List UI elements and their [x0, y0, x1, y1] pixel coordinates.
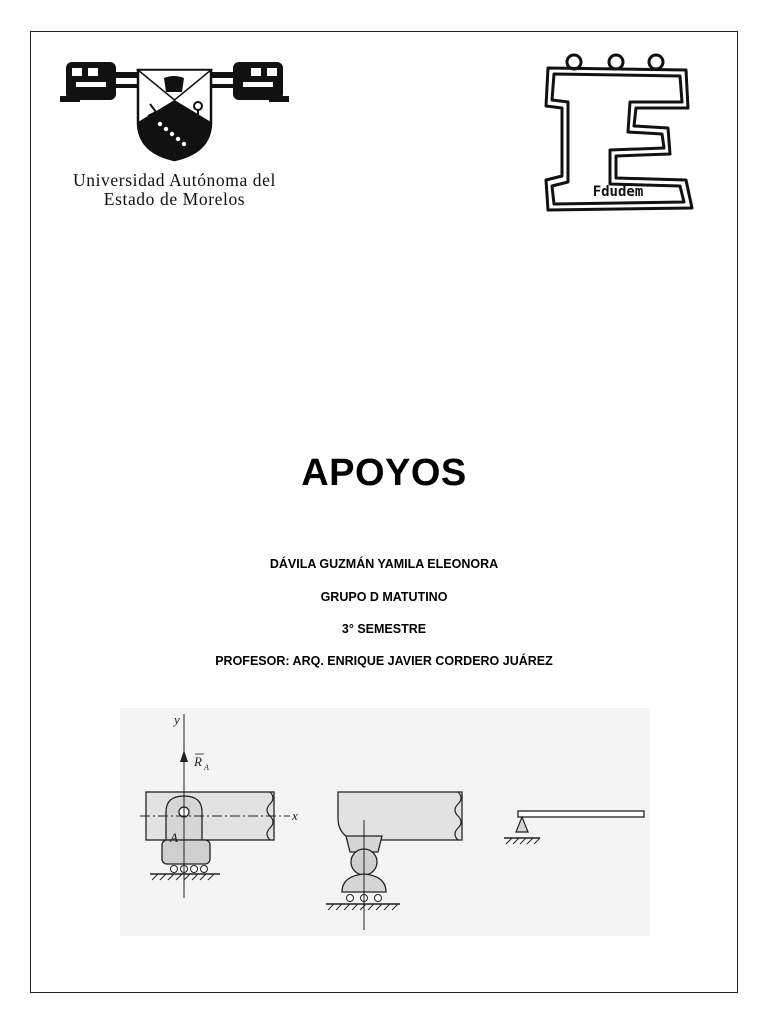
point-a-label: A — [170, 830, 178, 845]
document-title: APOYOS — [301, 452, 467, 494]
group-line: GRUPO D MATUTINO — [320, 590, 448, 604]
right-ornament-icon — [209, 62, 289, 102]
fdudem-text: Fdudem — [592, 184, 644, 200]
university-name-line2: Estado de Morelos — [103, 189, 246, 209]
semester-line: 3° SEMESTRE — [341, 622, 427, 636]
uaem-logo — [52, 52, 297, 212]
axis-y-label: y — [174, 712, 180, 727]
reaction-subscript: A — [204, 763, 209, 772]
beam-supports-diagram — [120, 708, 650, 936]
shield-icon — [138, 70, 211, 160]
university-name-line1: Universidad Autónoma del — [73, 170, 276, 190]
student-name: DÁVILA GUZMÁN YAMILA ELEONORA — [269, 557, 499, 571]
reaction-label: R — [194, 754, 202, 769]
left-ornament-icon — [60, 62, 140, 102]
professor-line: PROFESOR: ARQ. ENRIQUE JAVIER CORDERO JUÁREZ — [215, 654, 553, 668]
axis-x-label: x — [292, 808, 298, 823]
fdudem-logo — [536, 50, 696, 216]
